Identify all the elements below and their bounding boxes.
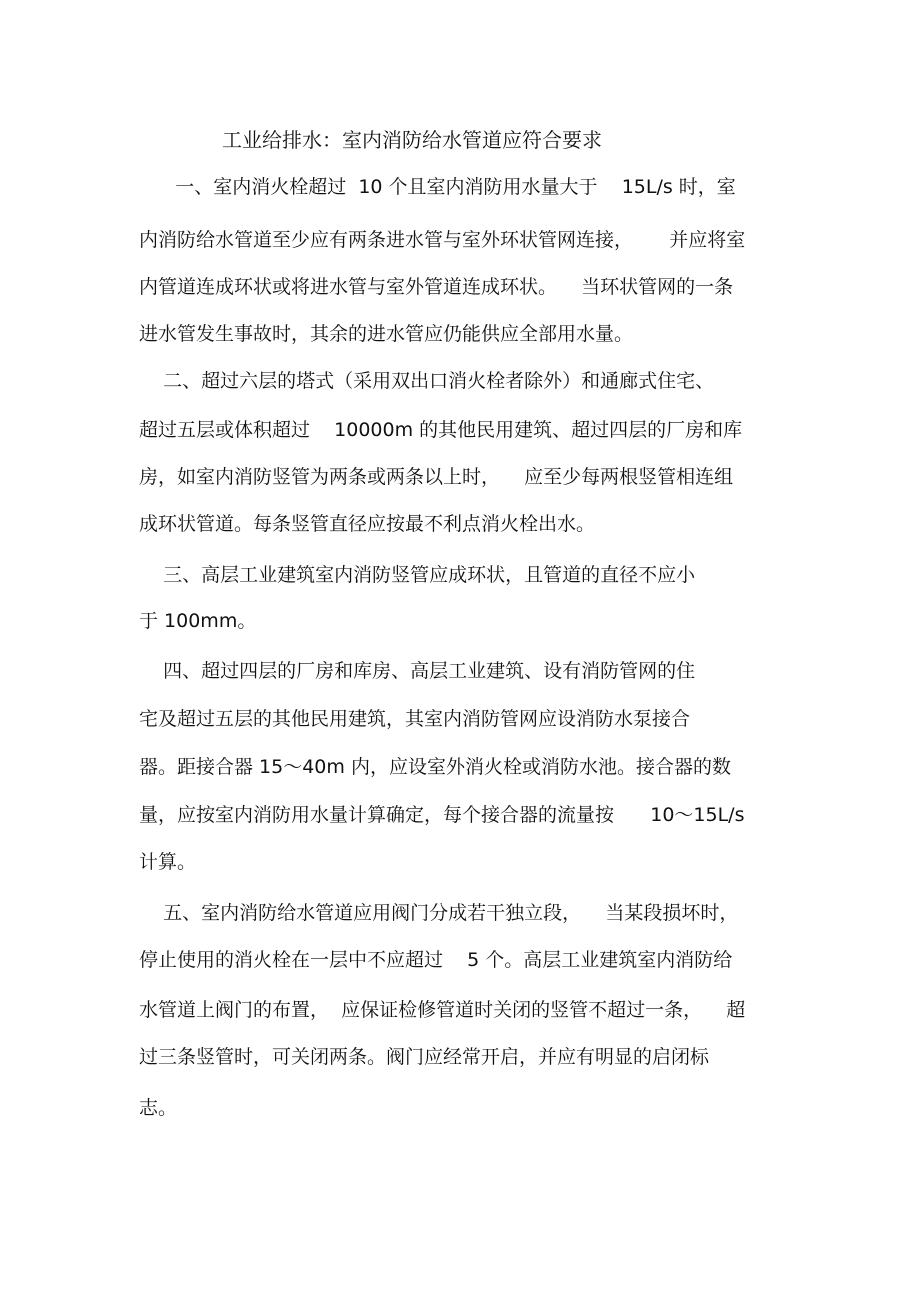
paragraph-1-line-2: 内消防给水管道至少应有两条进水管与室外环状管网连接， 并应将室 [139,229,746,251]
paragraph-5-line-1: 五、室内消防给水管道应用阀门分成若干独立段， 当某段损坏时， [139,902,739,924]
page-title: 工业给排水：室内消防给水管道应符合要求 [222,128,602,152]
paragraph-4-line-1: 四、超过四层的厂房和库房、高层工业建筑、设有消防管网的住 [139,660,696,682]
paragraph-3-line-1: 三、高层工业建筑室内消防竖管应成环状，且管道的直径不应小 [139,564,696,586]
paragraph-4-line-2: 宅及超过五层的其他民用建筑，其室内消防管网应设消防水泵接合 [139,708,691,730]
paragraph-5-line-2: 停止使用的消火栓在一层中不应超过 5 个。高层工业建筑室内消防给 [139,949,733,971]
paragraph-1-line-3: 内管道连成环状或将进水管与室外管道连成环状。 当环状管网的一条 [139,276,734,298]
paragraph-2-line-1: 二、超过六层的塔式（采用双出口消火栓者除外）和通廊式住宅、 [139,370,715,392]
paragraph-4-line-5: 计算。 [139,851,197,873]
paragraph-4-line-3: 器。距接合器 15～40m 内，应设室外消火栓或消防水池。接合器的数 [139,756,731,778]
paragraph-3-line-2: 于 100mm。 [139,610,257,632]
paragraph-1-line-4: 进水管发生事故时，其余的进水管应仍能供应全部用水量。 [139,323,634,345]
paragraph-1-line-1: 一、室内消火栓超过 10 个且室内消防用水量大于 15L/s 时，室 [139,176,736,198]
paragraph-5-line-5: 志。 [139,1097,178,1119]
paragraph-4-line-4: 量，应按室内消防用水量计算确定，每个接合器的流量按 10～15L/s [139,804,745,826]
paragraph-2-line-3: 房，如室内消防竖管为两条或两条以上时， 应至少每两根竖管相连组 [139,466,734,488]
paragraph-2-line-4: 成环状管道。每条竖管直径应按最不利点消火栓出水。 [139,513,596,535]
paragraph-5-line-4: 过三条竖管时，可关闭两条。阀门应经常开启，并应有明显的启闭标 [139,1046,710,1068]
paragraph-5-line-3: 水管道上阀门的布置， 应保证检修管道时关闭的竖管不超过一条， 超 [139,999,746,1021]
paragraph-2-line-2: 超过五层或体积超过 10000m 的其他民用建筑、超过四层的厂房和库 [139,419,743,441]
